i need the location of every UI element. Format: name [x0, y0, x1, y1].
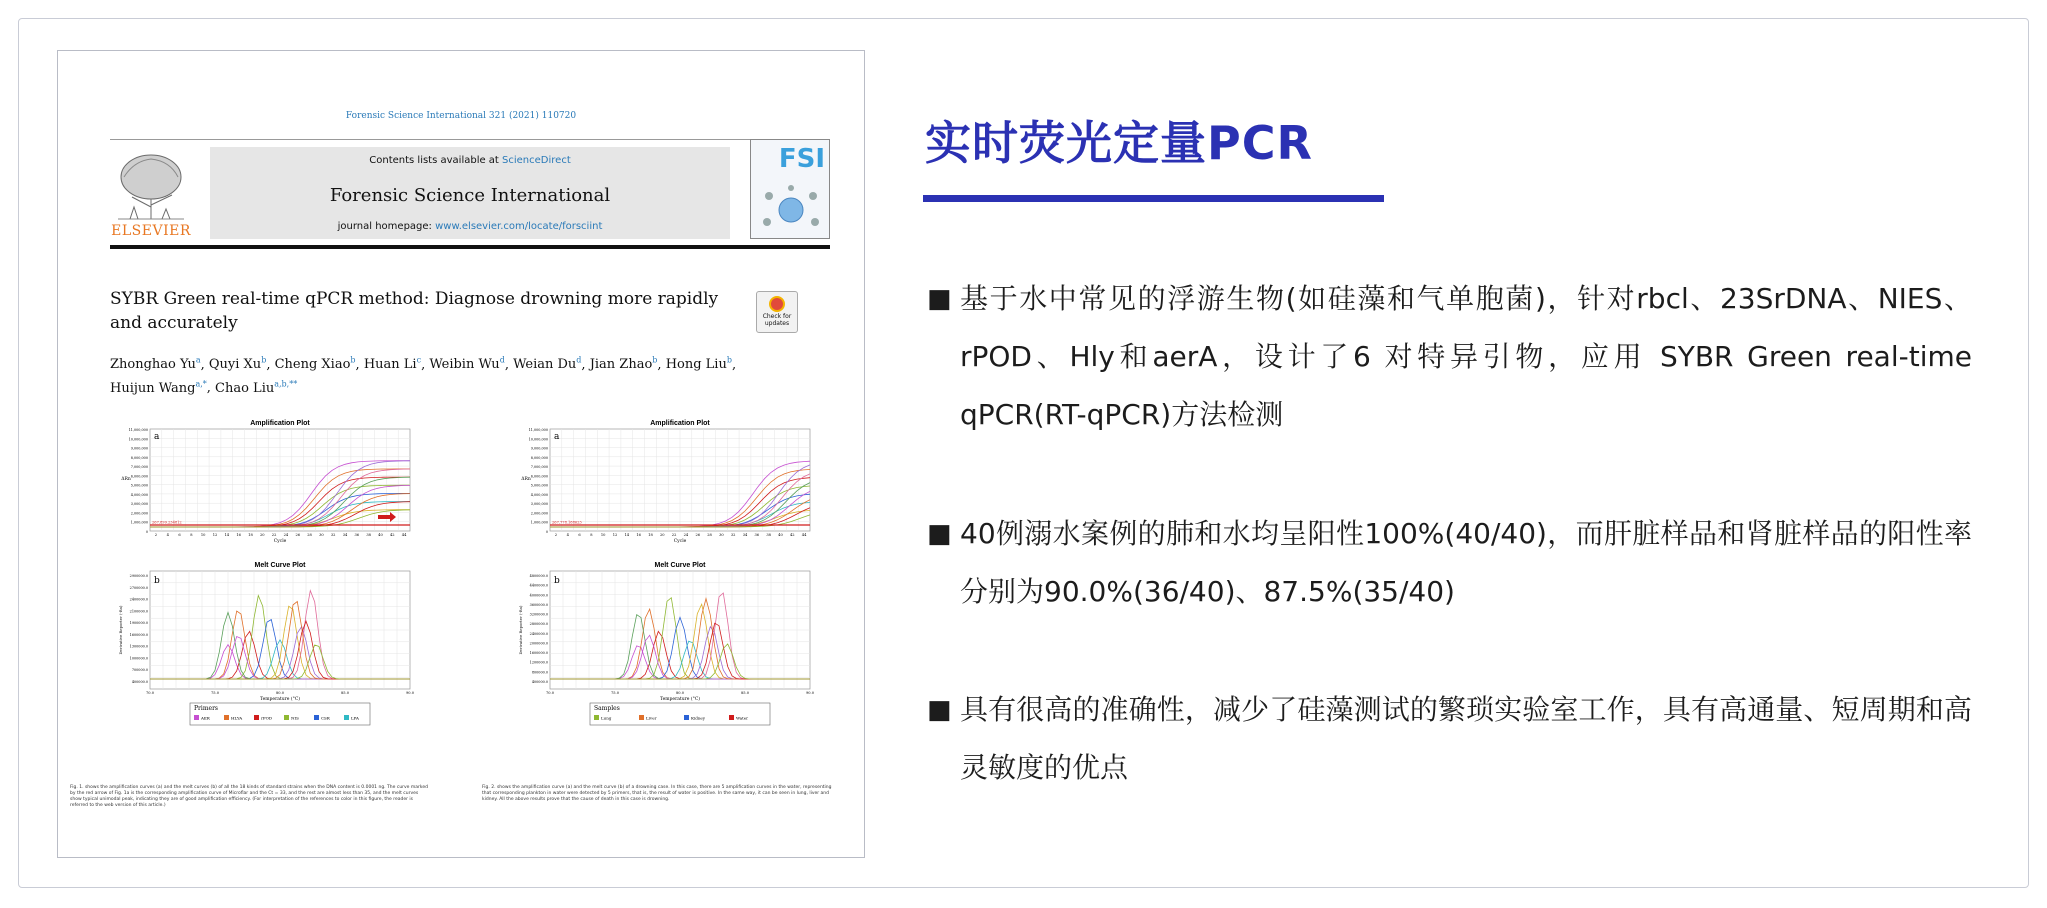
bullet-square-icon: ■ [927, 519, 952, 549]
melt-x-tick: 90.0 [805, 691, 815, 695]
melt-y-tick: 1300000.0 [129, 644, 148, 649]
melt-y-tick: 1200000.0 [529, 660, 548, 665]
legend-swatch [284, 715, 289, 720]
amp-y-tick: 4,000,000 [530, 492, 548, 497]
legend-label: Lung [601, 715, 612, 721]
amp-x-tick: 32 [730, 533, 736, 537]
legend-swatch [194, 715, 199, 720]
melt-plot-title: Melt Curve Plot [654, 562, 706, 569]
check-for-updates-badge[interactable] [756, 291, 798, 333]
contents-prefix: Contents lists available at [369, 155, 503, 166]
amp-y-tick: 4,000,000 [130, 492, 148, 497]
paper-author: Weian Du$^d$ [513, 356, 582, 373]
figure-1-caption: Fig. 1. shows the amplification curves (a) and the melt curves (b) of all the 18 kinds of standard strains when the DNA content is 0.0001 ng. The curve marked by the red arrow of Fig. 1a is the corresponding amplification curve of Microflar and the Ct = 33, and the rest are almost less than 35, and the melt curves show typical unimodal peak, indicating they are of good amplification efficiency. (For interpretation of the references to color in this figure, the reader is referred to the web version of this article.) [70, 785, 428, 808]
melt-x-tick: 80.0 [275, 691, 285, 695]
amp-x-tick: 16 [236, 533, 241, 537]
check-updates-label: Check for updates [762, 313, 792, 327]
amp-x-tick: 26 [295, 533, 301, 537]
melt-y-tick: 1000000.0 [129, 656, 148, 661]
amp-x-tick: 38 [766, 533, 771, 537]
amp-y-label: ΔRn [521, 477, 531, 482]
paper-author: Huijun Wang$^{a,*}$ [110, 379, 207, 396]
author-affiliation: a,b,** [274, 379, 298, 389]
bullet-item-2 [927, 505, 1972, 621]
amp-x-tick: 44 [401, 533, 407, 537]
bullet-text: 基于水中常见的浮游生物(如硅藻和气单胞菌)，针对rbcl、23SrDNA、NIES、rPOD、Hly和aerA，设计了6 对特异引物，应用 SYBR Green real-time qPCR(RT-qPCR)方法检测 [960, 282, 1972, 431]
legend-label: NIS [291, 715, 299, 721]
amp-y-tick: 11,000,000 [528, 428, 548, 432]
amplification-plot-title: Amplification Plot [250, 420, 310, 427]
amp-x-tick: 42 [789, 533, 795, 537]
paper-author: Huan Li$^c$ [363, 356, 422, 373]
melt-y-tick: 2400000.0 [529, 631, 548, 636]
paper-author: Zhonghao Yu$^a$ [110, 356, 201, 373]
amp-x-tick: 26 [695, 533, 701, 537]
paper-author: Quyi Xu$^b$ [208, 356, 267, 373]
amp-x-tick: 36 [754, 533, 760, 537]
amp-x-tick: 20 [659, 533, 665, 537]
amp-x-tick: 38 [366, 533, 371, 537]
amp-x-label: Cycle [673, 539, 687, 544]
legend-label: Water [736, 715, 749, 721]
amp-x-tick: 12 [612, 533, 618, 537]
paper-figures [110, 411, 830, 801]
author-affiliation: c [416, 356, 422, 365]
melt-y-tick: 1600000.0 [529, 651, 548, 656]
amp-x-tick: 10 [600, 533, 606, 537]
amp-x-tick: 30 [319, 533, 324, 537]
amp-x-tick: 8 [590, 533, 593, 537]
amp-x-tick: 34 [342, 533, 348, 537]
author-affiliation: a [195, 356, 201, 365]
author-affiliation: a,* [195, 379, 207, 389]
amp-y-tick: 7,000,000 [530, 465, 548, 470]
legend-label: LPA [351, 715, 359, 721]
amp-y-tick: 0 [545, 530, 548, 534]
melt-y-tick: 2400000.0 [129, 597, 148, 602]
paper-author: Hong Liu$^b$ [665, 356, 732, 373]
amp-x-tick: 28 [307, 533, 312, 537]
melt-y-tick: 3600000.0 [529, 602, 548, 607]
melt-x-tick: 80.0 [675, 691, 685, 695]
threshold-label: 267,899.234812 [152, 520, 182, 525]
author-affiliation: d [499, 356, 505, 365]
melt-x-label: Temperature (°C) [259, 697, 301, 702]
amp-y-tick: 7,000,000 [130, 465, 148, 470]
melt-y-label: Derivative Reporter (-Rn) [118, 605, 123, 655]
amplification-plot-title: Amplification Plot [650, 420, 710, 427]
amp-x-tick: 8 [190, 533, 193, 537]
amp-x-tick: 28 [707, 533, 712, 537]
bullet-square-icon: ■ [927, 695, 952, 725]
journal-banner [210, 147, 730, 239]
melt-y-tick: 2900000.0 [129, 574, 148, 578]
heading-underline [923, 195, 1384, 202]
amp-y-tick: 8,000,000 [530, 455, 548, 460]
legend-label: rPOD [261, 715, 273, 721]
amp-x-tick: 2 [154, 533, 158, 537]
author-affiliation: b [652, 356, 658, 365]
legend-title: Samples [594, 705, 620, 712]
melt-x-tick: 70.0 [145, 691, 155, 695]
cover-globe-icon [751, 140, 829, 238]
amp-x-tick: 20 [259, 533, 265, 537]
melt-y-tick: 2700000.0 [129, 585, 148, 590]
bullet-item-1 [927, 270, 1972, 444]
amp-y-tick: 10,000,000 [128, 437, 148, 442]
amp-y-tick: 5,000,000 [530, 483, 548, 488]
amp-x-tick: 42 [389, 533, 395, 537]
amp-panel-label: a [154, 432, 160, 442]
amp-y-tick: 1,000,000 [130, 520, 148, 525]
melt-plot-title: Melt Curve Plot [254, 562, 306, 569]
author-affiliation: b [726, 356, 732, 365]
amp-y-tick: 11,000,000 [128, 428, 148, 432]
melt-x-label: Temperature (°C) [659, 697, 701, 702]
journal-name: Forensic Science International [329, 185, 611, 206]
amp-x-tick: 24 [683, 533, 689, 537]
legend-title: Primers [194, 705, 219, 712]
legend-swatch [254, 715, 259, 720]
legend-swatch [639, 715, 644, 720]
melt-y-tick: 400000.0 [531, 680, 548, 684]
paper-authors: Zhonghao Yu$^a$, Quyi Xu$^b$, Cheng Xiao$^b$, Huan Li$^c$, Weibin Wu$^d$, Weian Du$^d$, Jian Zhao$^b$, Hong Liu$^b$, Huijun Wang$^{a,*}$, Chao Liu$^{a,b,**}$ [110, 356, 737, 396]
paper-author: Cheng Xiao$^b$ [274, 356, 356, 373]
amp-x-tick: 6 [178, 533, 181, 537]
amp-y-tick: 3,000,000 [530, 502, 548, 507]
melt-y-tick: 800000.0 [531, 670, 548, 675]
amp-x-tick: 34 [742, 533, 748, 537]
amp-x-tick: 14 [624, 533, 630, 537]
amp-y-tick: 3,000,000 [130, 502, 148, 507]
sciencedirect-link[interactable]: ScienceDirect [502, 155, 571, 166]
amp-x-tick: 18 [248, 533, 253, 537]
amp-x-tick: 4 [566, 533, 569, 537]
legend-label: Kidney [691, 715, 706, 721]
melt-y-tick: 2800000.0 [529, 622, 548, 627]
legend-label: Liver [646, 715, 657, 721]
amp-y-tick: 6,000,000 [130, 474, 148, 479]
legend-swatch [224, 715, 229, 720]
melt-y-tick: 2000000.0 [529, 641, 548, 646]
melt-x-tick: 75.0 [610, 691, 620, 695]
author-affiliation: b [261, 356, 267, 365]
amp-x-tick: 32 [330, 533, 336, 537]
amp-x-tick: 6 [578, 533, 581, 537]
amp-y-tick: 9,000,000 [530, 446, 548, 451]
amp-y-label: ΔRn [121, 477, 131, 482]
melt-y-label: Derivative Reporter (-Rn) [518, 605, 523, 655]
legend-label: CSR [321, 715, 330, 721]
amp-x-tick: 36 [354, 533, 360, 537]
amp-x-tick: 14 [224, 533, 230, 537]
figure-2-caption: Fig. 2. shows the amplification curve (a) and the melt curve (b) of a drowning case. In this case, there are 5 amplification curves in the water, representing that corresponding plankton in water were detected by 5 primers, that is, the result of water is positive. In the same way, it can be seen in lung, liver and kidney. All the above results prove that the cause of death in this case is drowning. [482, 785, 832, 802]
amp-y-tick: 2,000,000 [130, 511, 148, 516]
legend-label: HLYA [231, 715, 243, 721]
homepage-line [210, 221, 730, 232]
contents-line [210, 155, 730, 166]
bullet-text: 40例溺水案例的肺和水均呈阳性100%(40/40)，而肝脏样品和肾脏样品的阳性率分别为90.0%(36/40)、87.5%(35/40) [960, 517, 1972, 608]
legend-swatch [594, 715, 599, 720]
amp-y-tick: 2,000,000 [530, 511, 548, 516]
melt-y-tick: 3200000.0 [529, 612, 548, 617]
amp-x-tick: 40 [778, 533, 783, 537]
check-updates-icon [769, 296, 785, 312]
melt-x-tick: 75.0 [210, 691, 220, 695]
amp-x-tick: 16 [636, 533, 641, 537]
amp-x-tick: 10 [200, 533, 206, 537]
legend-swatch [684, 715, 689, 720]
paper-title: SYBR Green real-time qPCR method: Diagnose drowning more rapidly and accurately [110, 289, 719, 333]
amp-x-tick: 2 [554, 533, 558, 537]
paper-citation: Forensic Science International 321 (2021) 110720 [345, 111, 577, 121]
author-affiliation: d [576, 356, 582, 365]
melt-y-tick: 2100000.0 [129, 609, 148, 614]
melt-y-tick: 4000000.0 [529, 593, 548, 598]
amp-x-tick: 22 [271, 533, 277, 537]
legend-swatch [729, 715, 734, 720]
amp-y-tick: 0 [145, 530, 148, 534]
legend-label: AER [201, 715, 210, 721]
amp-y-tick: 10,000,000 [528, 437, 548, 442]
slide-heading: 实时荧光定量PCR [925, 116, 1313, 170]
amp-x-tick: 30 [719, 533, 724, 537]
homepage-prefix: journal homepage: [337, 221, 436, 232]
melt-x-tick: 85.0 [740, 691, 750, 695]
melt-y-tick: 1600000.0 [129, 632, 148, 637]
melt-x-tick: 85.0 [340, 691, 350, 695]
bullet-text: 具有很高的准确性，减少了硅藻测试的繁琐实验室工作，具有高通量、短周期和高灵敏度的优点 [960, 693, 1972, 784]
melt-y-tick: 700000.0 [131, 668, 148, 673]
melt-y-tick: 400000.0 [131, 680, 148, 684]
amp-x-tick: 24 [283, 533, 289, 537]
paper-header-thick-rule [110, 245, 830, 249]
melt-x-tick: 90.0 [405, 691, 415, 695]
publisher-name: ELSEVIER [111, 223, 191, 239]
bullet-square-icon: ■ [927, 284, 952, 314]
paper-thumbnail [57, 50, 865, 858]
amp-y-tick: 8,000,000 [130, 455, 148, 460]
homepage-link[interactable]: www.elsevier.com/locate/forsciint [435, 221, 603, 232]
bullet-item-3 [927, 681, 1972, 797]
amp-x-tick: 18 [648, 533, 653, 537]
paper-author: Chao Liu$^{a,b,**}$ [215, 379, 298, 396]
melt-panel-label: b [554, 576, 560, 586]
paper-author: Jian Zhao$^b$ [589, 356, 658, 373]
amp-y-tick: 5,000,000 [130, 483, 148, 488]
amp-x-label: Cycle [273, 539, 287, 544]
amp-panel-label: a [554, 432, 560, 442]
fsi-logo: FSI [778, 144, 825, 174]
amp-y-tick: 6,000,000 [530, 474, 548, 479]
melt-y-tick: 1900000.0 [129, 621, 148, 626]
amp-x-tick: 40 [378, 533, 383, 537]
melt-panel-label: b [154, 576, 160, 586]
journal-cover [750, 139, 830, 239]
amp-x-tick: 12 [212, 533, 218, 537]
legend-swatch [314, 715, 319, 720]
melt-y-tick: 4800000.0 [529, 574, 548, 578]
paper-author: Weibin Wu$^d$ [429, 356, 505, 373]
melt-y-tick: 4400000.0 [529, 583, 548, 588]
amp-x-tick: 44 [801, 533, 807, 537]
amp-x-tick: 22 [671, 533, 677, 537]
amp-y-tick: 1,000,000 [530, 520, 548, 525]
melt-x-tick: 70.0 [545, 691, 555, 695]
threshold-label: 267,778.188623 [552, 520, 582, 525]
amp-y-tick: 9,000,000 [130, 446, 148, 451]
author-affiliation: b [350, 356, 356, 365]
legend-swatch [344, 715, 349, 720]
amp-x-tick: 4 [166, 533, 169, 537]
paper-header-rule [110, 139, 830, 140]
